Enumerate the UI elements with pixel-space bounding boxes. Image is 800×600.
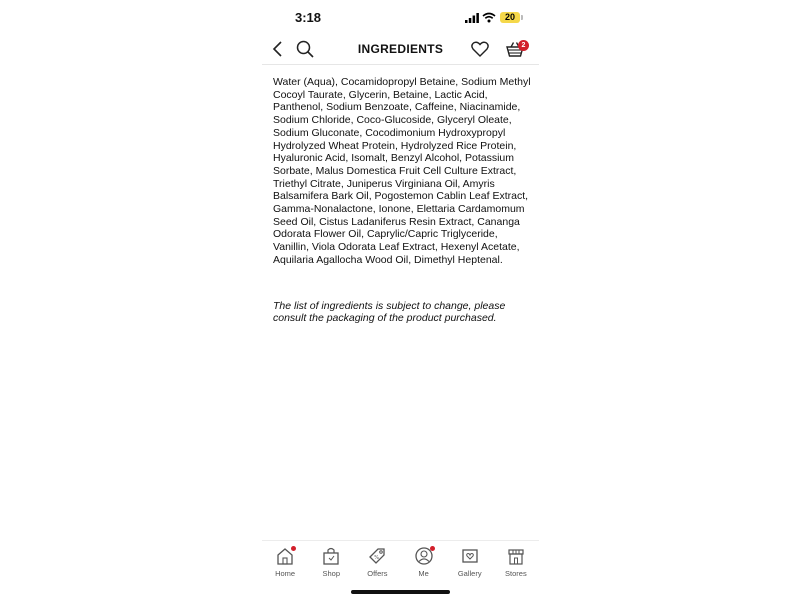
nav-item-shop[interactable] [308, 546, 354, 578]
notification-dot [291, 546, 296, 551]
battery-icon: 20 [500, 12, 520, 23]
shopping-bag-icon [321, 546, 341, 566]
ingredients-list-text: Water (Aqua), Cocamidopropyl Betaine, Sodium Methyl Cocoyl Taurate, Glycerin, Betaine, Lactic Acid, Panthenol, Sodium Benzoate, Caffeine, Niacinamide, Sodium Chloride, Coco-Glucoside, Glyceryl Oleate, Sodium Gluconate, Cocodimonium Hydroxypropyl Hydrolyzed Wheat Protein, Hydrolyzed Rice Protein, Hyaluronic Acid, Isomalt, Benzyl Alcohol, Potassium Sorbate, Malus Domestica Fruit Cell Culture Extract, Triethyl Citrate, Juniperus Virginiana Oil, Amyris Balsamifera Bark Oil, Pogostemon Cablin Leaf Extract, Gamma-Nonalactone, Ionone, Elettaria Cardamomum Seed Oil, Cistus Ladaniferus Resin Extract, Cananga Odorata Flower Oil, Caprylic/Capric Triglyceride, Vanillin, Viola Odorata Leaf Extract, Hexenyl Acetate, Aquilaria Agallocha Wood Oil, Dimethyl Heptenal. [273, 76, 531, 266]
svg-text:%: % [374, 555, 380, 561]
wifi-icon [482, 12, 496, 23]
signal-icon [465, 13, 479, 23]
nav-item-home[interactable] [262, 546, 308, 578]
tag-icon [367, 546, 387, 566]
nav-label-home: Home [275, 569, 296, 578]
notification-dot [430, 546, 435, 551]
search-icon[interactable] [295, 39, 315, 59]
nav-label-me: Me [418, 569, 429, 578]
heart-icon[interactable] [470, 39, 490, 59]
nav-item-gallery[interactable] [447, 546, 493, 578]
nav-label-gallery: Gallery [457, 569, 482, 578]
status-time: 3:18 [295, 10, 322, 25]
nav-item-stores[interactable] [493, 546, 539, 578]
ingredients-section [273, 76, 531, 325]
nav-item-offers[interactable] [354, 546, 400, 578]
store-icon [506, 546, 526, 566]
back-arrow-icon[interactable] [269, 39, 289, 59]
disclaimer-text: The list of ingredients is subject to change, please consult the packaging of the product purchased. [273, 299, 506, 325]
nav-label-shop: Shop [322, 569, 340, 578]
nav-item-me[interactable] [401, 546, 447, 578]
nav-label-stores: Stores [505, 569, 527, 578]
basket-count-badge: 2 [518, 40, 529, 51]
bottom-nav [262, 540, 539, 580]
app-header [262, 36, 539, 65]
page-title: INGREDIENTS [357, 42, 444, 56]
nav-label-offers: Offers [367, 569, 388, 578]
home-indicator[interactable] [351, 590, 450, 594]
phone-screen [262, 0, 539, 600]
gallery-icon [460, 546, 480, 566]
